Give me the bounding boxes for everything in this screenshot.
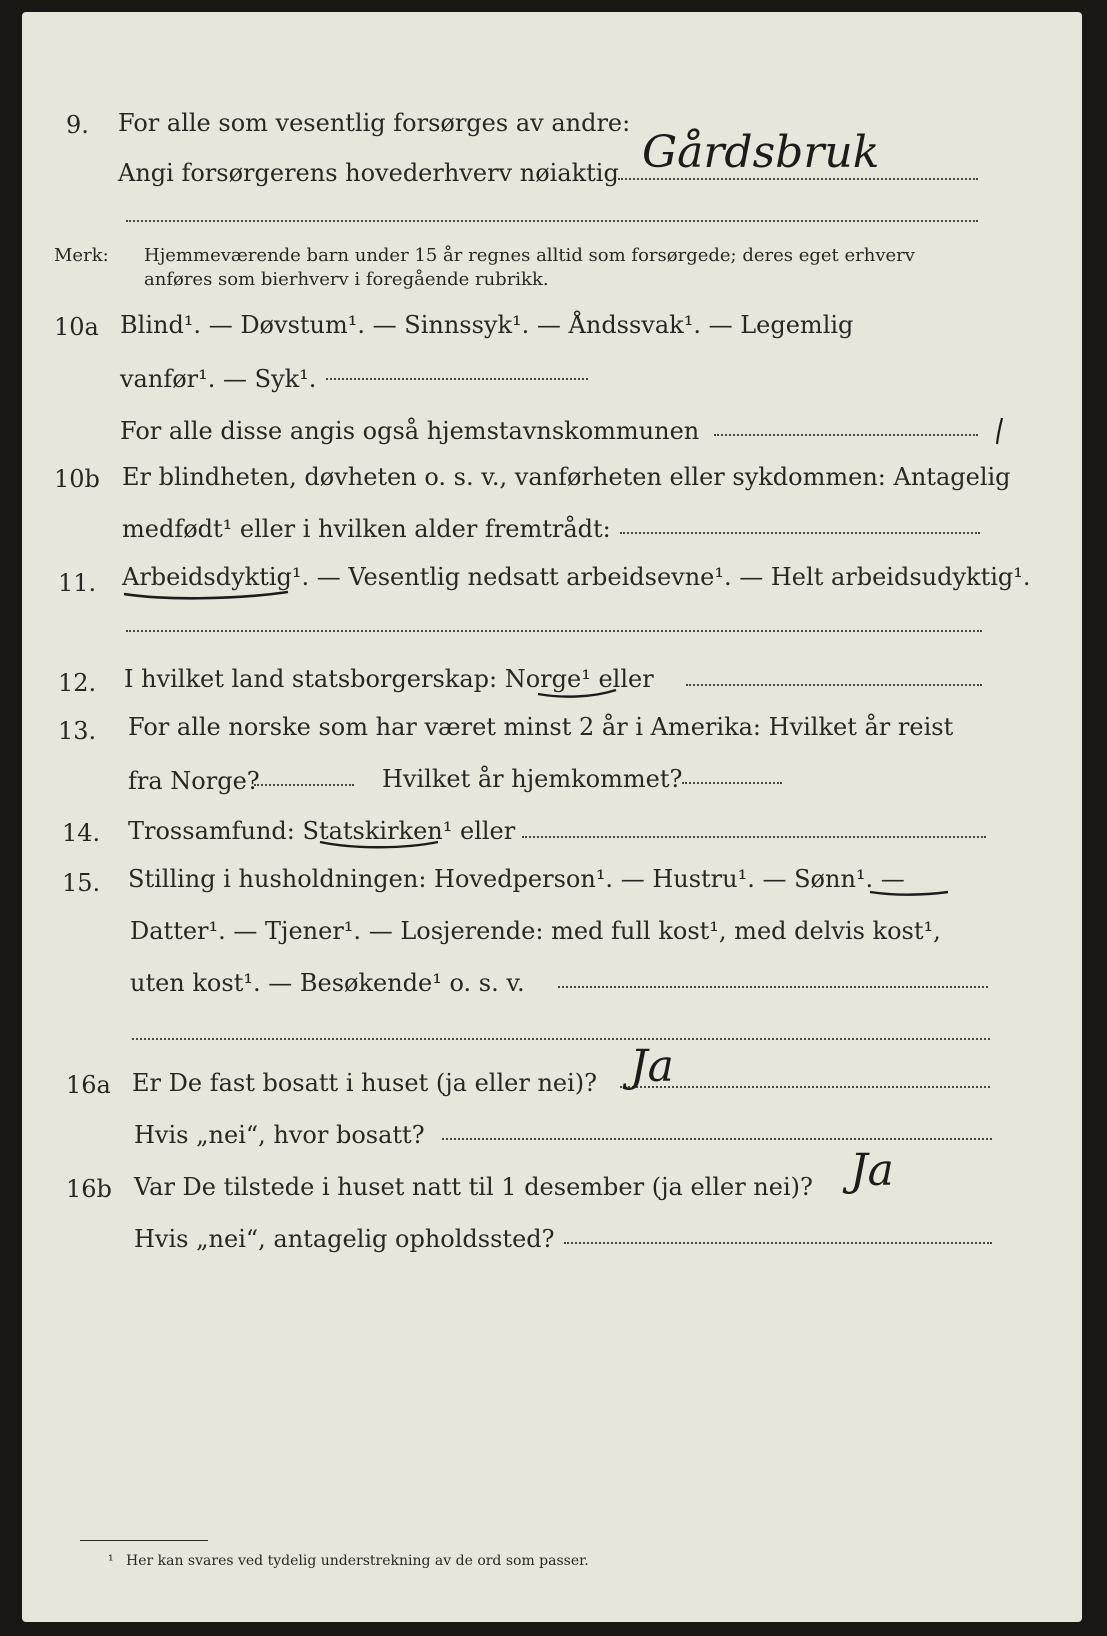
q16a-answer-line: [620, 1086, 990, 1088]
q16b-handwritten-answer: Ja: [850, 1145, 894, 1196]
note-text-line2: anføres som bierhverv i foregående rubrikk.: [144, 269, 549, 290]
footnote-rule: [80, 1540, 208, 1541]
q16a-number: 16a: [66, 1071, 111, 1099]
q13-text-line2b: Hvilket år hjemkommet?: [382, 765, 683, 793]
q11-underline-mark: [122, 588, 292, 602]
q13-hjemkommet-line: [682, 782, 782, 784]
q16a-bosatt-line: [442, 1138, 992, 1140]
q14-underline-mark: [318, 838, 442, 852]
q10a-text-line3: For alle disse angis også hjemstavnskommunen: [120, 417, 700, 445]
q12-answer-line: [686, 684, 982, 686]
q10b-answer-line: [620, 532, 980, 534]
q16b-text-line2: Hvis „nei“, antagelig opholdssted?: [134, 1225, 555, 1253]
footnote-text: Her kan svares ved tydelig understrekning av de ord som passer.: [126, 1553, 589, 1569]
q11-text-line1: Arbeidsdyktig¹. — Vesentlig nedsatt arbeidsevne¹. — Helt arbeidsudyktig¹.: [122, 563, 1031, 591]
q12-underline-mark: [536, 688, 620, 702]
q9-answer-line: [618, 178, 978, 180]
q13-text-line2a: fra Norge?: [128, 767, 260, 795]
q10a-text-line1: Blind¹. — Døvstum¹. — Sinnssyk¹. — Åndssvak¹. — Legemlig: [120, 311, 854, 339]
footnote-marker: ¹: [108, 1553, 114, 1569]
census-form-page: [22, 12, 1082, 1622]
q16b-number: 16b: [66, 1175, 112, 1203]
q15-extra-line: [132, 1038, 990, 1040]
q15-text-line1: Stilling i husholdningen: Hovedperson¹. — Hustru¹. — Sønn¹. —: [128, 865, 905, 893]
q10a-text-line2: vanfør¹. — Syk¹.: [120, 365, 317, 393]
q16b-opholdssted-line: [564, 1242, 992, 1244]
note-text-line1: Hjemmeværende barn under 15 år regnes alltid som forsørgede; deres eget erhverv: [144, 245, 915, 266]
q10b-number: 10b: [54, 465, 100, 493]
q14-number: 14.: [62, 819, 101, 847]
q10a-handwritten-mark: [992, 416, 1006, 446]
q12-text-line1: I hvilket land statsborgerskap: Norge¹ eller: [124, 665, 654, 693]
q9-handwritten-answer: Gårdsbruk: [642, 127, 880, 178]
q9-extra-line: [126, 220, 978, 222]
q15-text-line3: uten kost¹. — Besøkende¹ o. s. v.: [130, 969, 525, 997]
q12-number: 12.: [58, 669, 97, 697]
q15-answer-line: [558, 986, 988, 988]
q14-text-line1: Trossamfund: Statskirken¹ eller: [128, 817, 516, 845]
q16a-text-line2: Hvis „nei“, hvor bosatt?: [134, 1121, 425, 1149]
q15-underline-mark: [868, 886, 952, 902]
q14-answer-line: [522, 836, 986, 838]
q13-reist-line: [254, 784, 354, 786]
note-label: Merk:: [54, 245, 109, 266]
q15-text-line2: Datter¹. — Tjener¹. — Losjerende: med full kost¹, med delvis kost¹,: [130, 917, 941, 945]
q9-number: 9.: [66, 111, 89, 139]
q9-text-line1: For alle som vesentlig forsørges av andre:: [118, 109, 631, 137]
q11-extra-line: [126, 630, 982, 632]
q16a-handwritten-answer: Ja: [630, 1041, 674, 1092]
q16b-text-line1: Var De tilstede i huset natt til 1 desember (ja eller nei)?: [134, 1173, 813, 1201]
q15-number: 15.: [62, 869, 101, 897]
q10b-text-line1: Er blindheten, døvheten o. s. v., vanførheten eller sykdommen: Antagelig: [122, 463, 1011, 491]
q13-text-line1: For alle norske som har været minst 2 år i Amerika: Hvilket år reist: [128, 713, 954, 741]
q10a-syk-line: [326, 378, 588, 380]
q10b-text-line2: medfødt¹ eller i hvilken alder fremtrådt:: [122, 515, 611, 543]
q11-number: 11.: [58, 569, 97, 597]
q16a-text-line1: Er De fast bosatt i huset (ja eller nei)?: [132, 1069, 598, 1097]
q10a-number: 10a: [54, 313, 99, 341]
q13-number: 13.: [58, 717, 97, 745]
q10a-answer-line: [714, 434, 978, 436]
q9-text-line2: Angi forsørgerens hovederhverv nøiaktig: [118, 159, 619, 187]
